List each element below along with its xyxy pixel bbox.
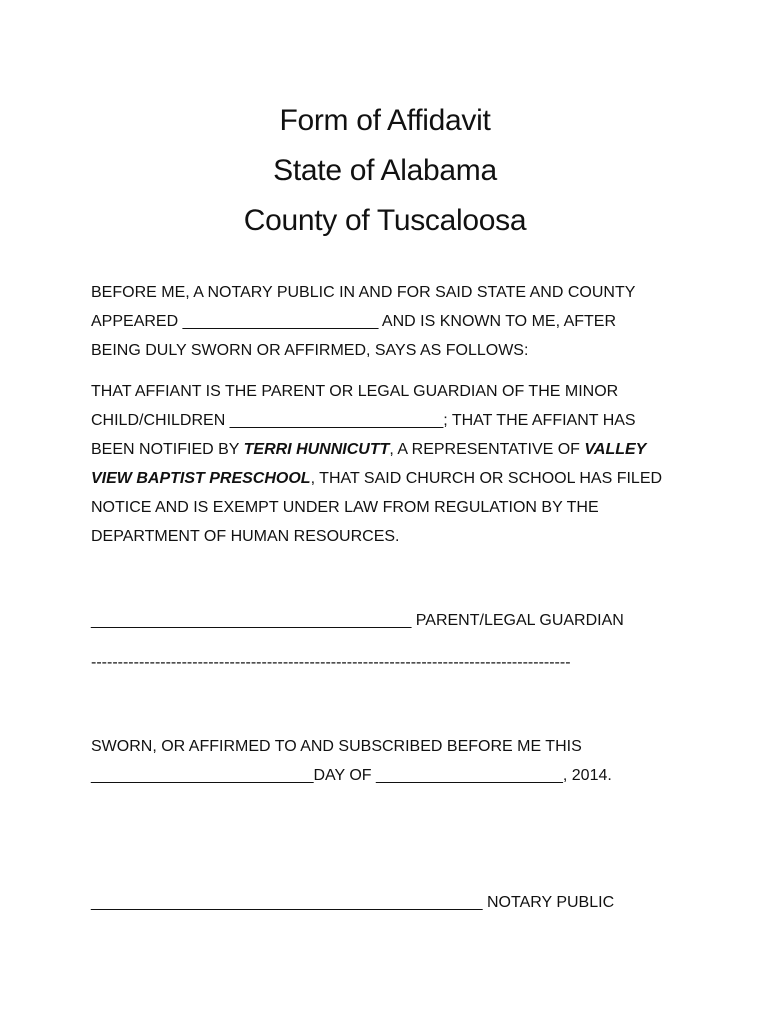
- parent-signature-line: [91, 606, 691, 635]
- sworn-line2: [91, 761, 691, 790]
- para1-line2: [91, 307, 691, 336]
- parent-signature-blank: ____________________________________: [91, 612, 412, 629]
- para2-line6: DEPARTMENT OF HUMAN RESOURCES.: [91, 528, 400, 545]
- separator-text: ------------------------------------------------------------------------------------------: [91, 654, 571, 671]
- county-title: County of Tuscaloosa: [243, 204, 527, 237]
- day-blank: _________________________: [91, 767, 314, 784]
- para2-line5: NOTICE AND IS EXEMPT UNDER LAW FROM REGULATION BY THE: [91, 499, 599, 516]
- appeared-label: APPEARED: [91, 313, 183, 330]
- para2-line2: [91, 406, 691, 435]
- children-names-blank: ________________________: [229, 412, 444, 429]
- affiant-has-text: ; THAT THE AFFIANT HAS: [443, 412, 636, 429]
- notified-by-text: BEEN NOTIFIED BY: [91, 441, 244, 458]
- notary-signature-label: NOTARY PUBLIC: [482, 894, 615, 911]
- appearance-paragraph: [91, 278, 691, 365]
- filed-notice-text: , THAT SAID CHURCH OR SCHOOL HAS FILED: [310, 470, 663, 487]
- para1-line1: BEFORE ME, A NOTARY PUBLIC IN AND FOR SAID STATE AND COUNTY: [91, 284, 636, 301]
- para2-line4: [91, 464, 691, 493]
- parent-signature-row: [91, 606, 691, 635]
- para2-line1: THAT AFFIANT IS THE PARENT OR LEGAL GUARDIAN OF THE MINOR: [91, 383, 619, 400]
- children-label: CHILD/CHILDREN: [91, 412, 230, 429]
- state-title: State of Alabama: [273, 154, 497, 187]
- year-text: , 2014.: [562, 767, 612, 784]
- statement-paragraph: [91, 377, 691, 551]
- para1-line3: BEING DULY SWORN OR AFFIRMED, SAYS AS FOLLOWS:: [91, 342, 529, 359]
- organization-name-part2: VIEW BAPTIST PRESCHOOL: [91, 470, 311, 487]
- affiant-name-blank: ______________________: [182, 313, 379, 330]
- form-title: Form of Affidavit: [279, 104, 491, 137]
- representative-name: TERRI HUNNICUTT: [243, 441, 390, 458]
- organization-name-part1: VALLEY: [584, 441, 647, 458]
- sworn-paragraph: [91, 732, 691, 790]
- day-of-label: DAY OF: [313, 767, 376, 784]
- month-blank: _____________________: [376, 767, 563, 784]
- representative-of-text: , A REPRESENTATIVE OF: [389, 441, 585, 458]
- notary-signature-blank: ____________________________________________: [91, 894, 483, 911]
- known-to-me-text: AND IS KNOWN TO ME, AFTER: [378, 313, 617, 330]
- dashed-separator: [91, 648, 691, 677]
- parent-signature-label: PARENT/LEGAL GUARDIAN: [411, 612, 624, 629]
- sworn-line1: SWORN, OR AFFIRMED TO AND SUBSCRIBED BEFORE ME THIS: [91, 738, 582, 755]
- notary-signature-line: [91, 888, 691, 917]
- notary-signature-row: [91, 888, 691, 917]
- para2-line3: [91, 435, 691, 464]
- title-block: [0, 96, 770, 246]
